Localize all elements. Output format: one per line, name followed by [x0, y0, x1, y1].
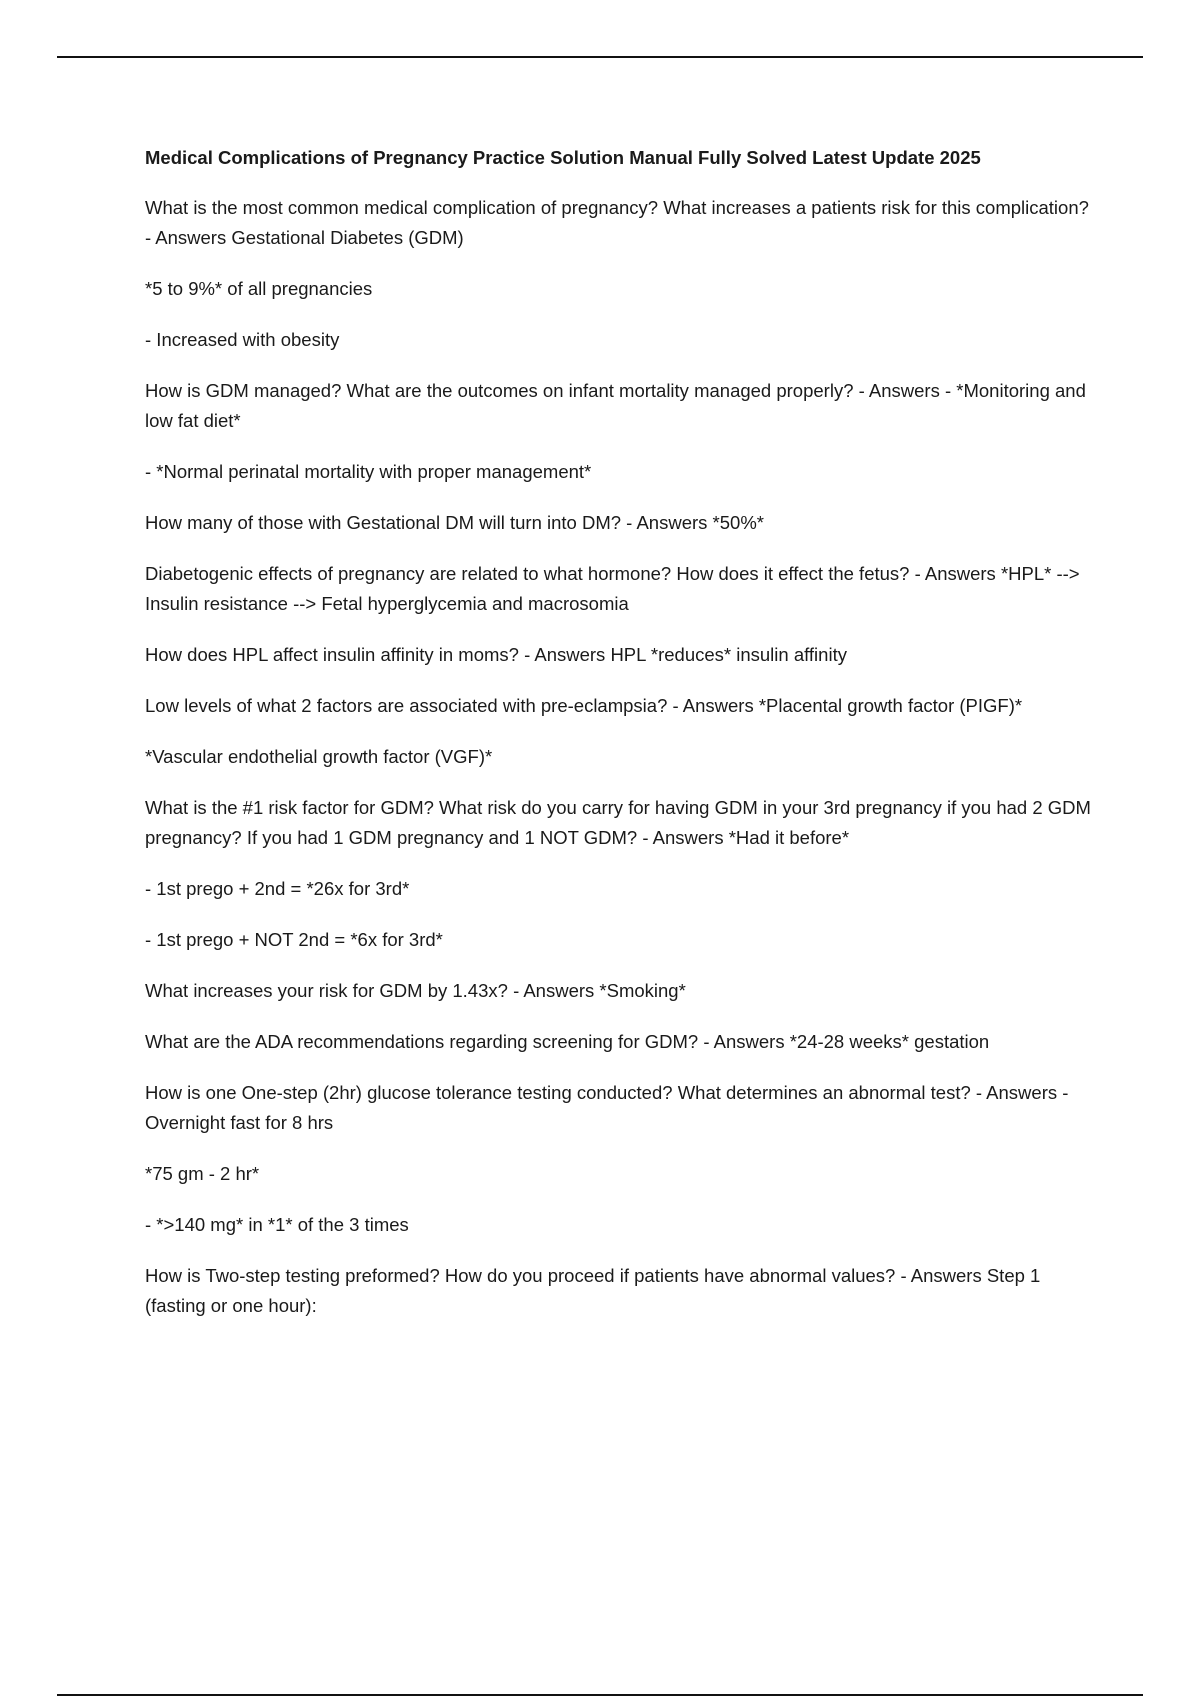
paragraph: *5 to 9%* of all pregnancies: [145, 278, 373, 299]
paragraph: *Vascular endothelial growth factor (VGF)*: [145, 746, 493, 767]
paragraph: *75 gm - 2 hr*: [145, 1163, 260, 1184]
paragraph: - *>140 mg* in *1* of the 3 times: [145, 1214, 409, 1235]
paragraph: - Increased with obesity: [145, 329, 340, 350]
document-title: Medical Complications of Pregnancy Practice Solution Manual Fully Solved Latest Update 2025: [145, 147, 981, 168]
paragraph: Diabetogenic effects of pregnancy are related to what hormone? How does it effect the fetus? - Answers *HPL* --> Insulin resistance --> Fetal hyperglycemia and macrosomia: [145, 563, 1080, 614]
paragraph: Low levels of what 2 factors are associated with pre-eclampsia? - Answers *Placental growth factor (PIGF)*: [145, 695, 1023, 716]
paragraph: - 1st prego + 2nd = *26x for 3rd*: [145, 878, 410, 899]
document-body: [145, 143, 1095, 1342]
paragraph: What are the ADA recommendations regarding screening for GDM? - Answers *24-28 weeks* gestation: [145, 1031, 990, 1052]
paragraph: How many of those with Gestational DM will turn into DM? - Answers *50%*: [145, 512, 764, 533]
paragraph: What is the #1 risk factor for GDM? What risk do you carry for having GDM in your 3rd pregnancy if you had 2 GDM pregnancy? If you had 1 GDM pregnancy and 1 NOT GDM? - Answers *Had it before*: [145, 797, 1091, 848]
paragraph: How is Two-step testing preformed? How do you proceed if patients have abnormal values? - Answers Step 1 (fasting or one hour):: [145, 1265, 1041, 1316]
paragraph: How does HPL affect insulin affinity in moms? - Answers HPL *reduces* insulin affinity: [145, 644, 847, 665]
paragraph: - 1st prego + NOT 2nd = *6x for 3rd*: [145, 929, 443, 950]
paragraph: What is the most common medical complication of pregnancy? What increases a patients risk for this complication? - Answers Gestational Diabetes (GDM): [145, 197, 1089, 248]
paragraph: How is one One-step (2hr) glucose tolerance testing conducted? What determines an abnormal test? - Answers - Overnight fast for 8 hrs: [145, 1082, 1069, 1133]
paragraph: How is GDM managed? What are the outcomes on infant mortality managed properly? - Answers - *Monitoring and low fat diet*: [145, 380, 1086, 431]
paragraph: - *Normal perinatal mortality with proper management*: [145, 461, 592, 482]
bottom-rule: [57, 1694, 1143, 1696]
top-rule: [57, 56, 1143, 58]
paragraph: What increases your risk for GDM by 1.43x? - Answers *Smoking*: [145, 980, 686, 1001]
